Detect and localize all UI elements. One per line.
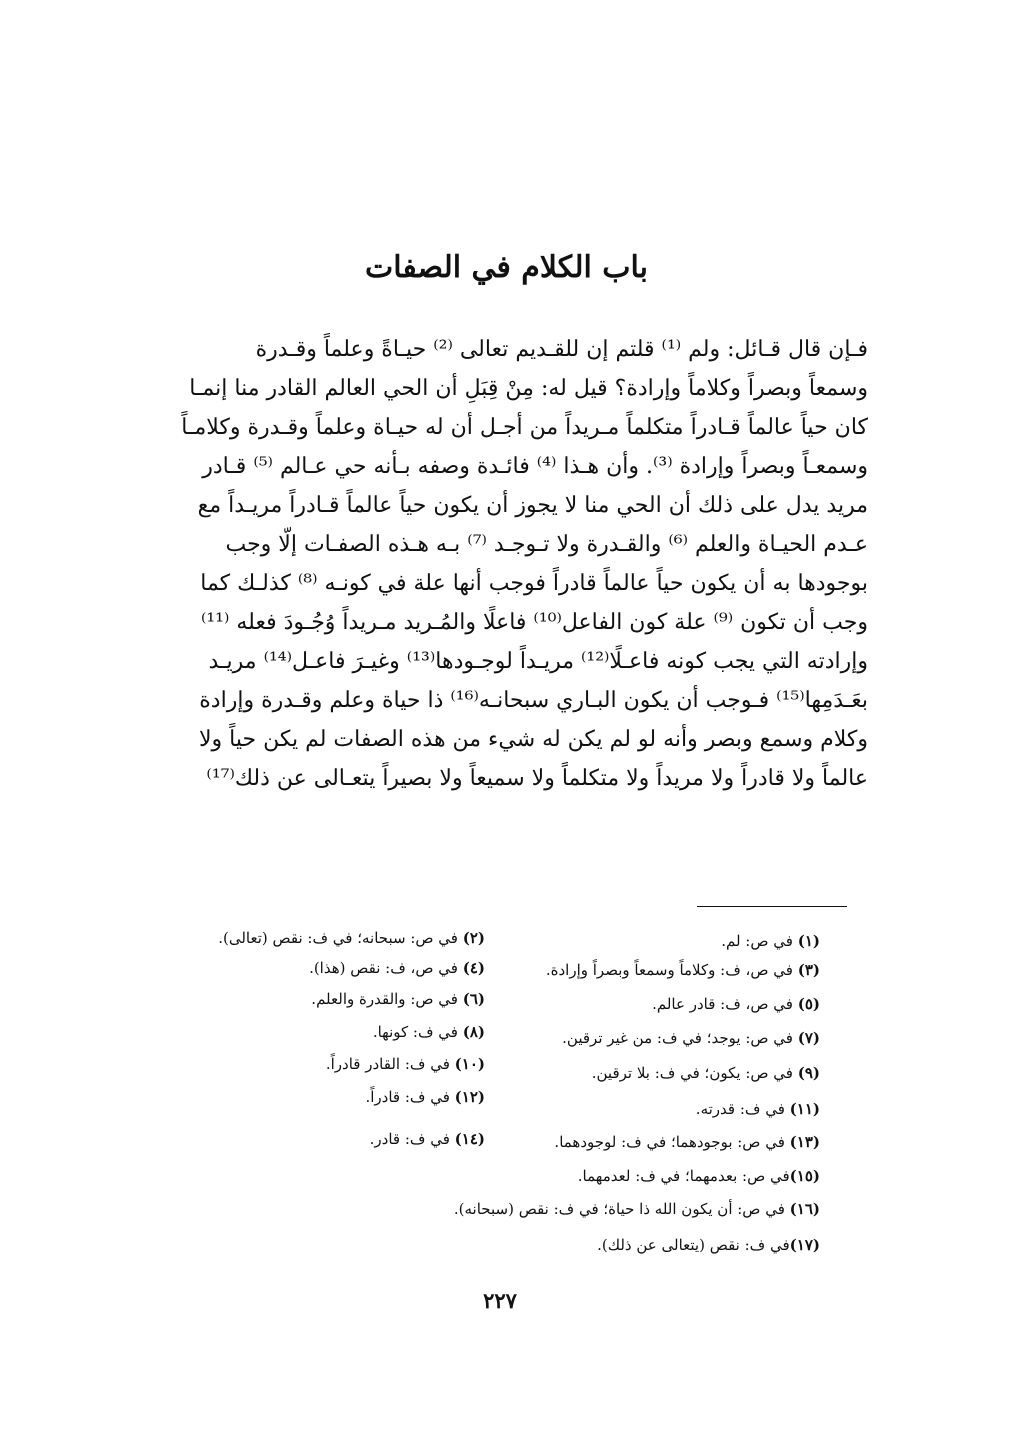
footnote-text: في ف: قادراً.	[365, 1088, 455, 1106]
footnote-number: (٢)	[462, 929, 485, 947]
footnote-text: في ص: لم.	[721, 932, 798, 950]
footnote-number: (١٥)	[789, 1167, 820, 1185]
chapter-title: باب الكلام في الصفات	[365, 250, 648, 285]
footnote	[454, 1198, 820, 1220]
footnote-text: في ص: بعدمهما؛ في ف: لعدمهما.	[577, 1167, 790, 1185]
footnote-number: (١٣)	[789, 1133, 820, 1151]
footnote	[218, 927, 485, 949]
body-line: وكلام وسمع وبصر وأنه لو لم يكن له شيء من هذه الصفات لم يكن حياً ولا	[198, 727, 868, 752]
footnote-text: في ف: قادر.	[369, 1130, 455, 1148]
footnote-text: في ف: نقص (يتعالى عن ذلك).	[597, 1236, 790, 1254]
body-paragraph	[150, 330, 868, 798]
footnote-text: في ص، ف: وكلاماً وسمعاً وبصراً وإرادة.	[545, 961, 798, 979]
footnote-text: في ف: القادر قادراً.	[325, 1055, 455, 1073]
footnote-number: (١٧)	[789, 1236, 820, 1254]
page-number: ٢٢٧	[483, 1288, 517, 1313]
body-line: كان حياً عالماً قـادراً متكلماً مـريداً من أجـل أن له حيـاة وعلماً وقـدرة وكلامـاً	[181, 415, 868, 440]
footnote-text: في ص: أن يكون الله ذا حياة؛ في ف: نقص (سبحانه).	[453, 1200, 790, 1218]
body-line: وسمعـاً وبصراً وإرادة ⁽³⁾. وأن هـذا ⁽⁴⁾ فائـدة وصفه بـأنه حي عـالم ⁽⁵⁾ قـادر	[202, 454, 868, 479]
body-line: عـدم الحيـاة والعلم ⁽⁶⁾ والقـدرة ولا تـوجـد ⁽⁷⁾ بـه هـذه الصفـات إلّا وجب	[225, 532, 868, 557]
footnote-number: (٦)	[462, 990, 485, 1008]
body-line: بوجودها به أن يكون حياً عالماً قادراً فوجب أنها علة في كونـه ⁽⁸⁾ كذلـك كما	[200, 571, 868, 596]
footnote-text: في ص: يوجد؛ في ف: من غير ترقين.	[562, 1029, 798, 1047]
footnote	[652, 993, 820, 1015]
footnote-text: في ص، ف: قادر عالم.	[652, 995, 798, 1013]
footnote-number: (٣)	[797, 961, 820, 979]
footnote-number: (١١)	[789, 1100, 820, 1118]
footnote-number: (٧)	[797, 1029, 820, 1047]
footnote-text: في ص، ف: نقص (هذا).	[309, 959, 463, 977]
body-line: وإرادته التي يجب كونه فاعـلًا⁽¹²⁾ مريـداً لوجـودها⁽¹³⁾ وغيـرَ فاعـل⁽¹⁴⁾ مريـد	[208, 649, 868, 674]
body-line: بعَـدَمِها⁽¹⁵⁾ فـوجب أن يكون البـاري سبحانـه⁽¹⁶⁾ ذا حياة وعلم وقـدرة وإرادة	[199, 688, 868, 713]
footnote	[326, 1053, 485, 1075]
footnote-number: (٩)	[797, 1064, 820, 1082]
body-line: فـإن قال قـائل: ولم ⁽¹⁾ قلتم إن للقـديم تعالى ⁽²⁾ حيـاةً وعلماً وقـدرة	[255, 337, 868, 362]
footnote-number: (٤)	[462, 959, 485, 977]
footnote	[592, 1062, 820, 1084]
body-line: عالماً ولا قادراً ولا مريداً ولا متكلماً ولا سميعاً ولا بصيراً يتعـالى عن ذلك⁽¹⁷⁾	[206, 766, 868, 791]
footnote	[578, 1165, 820, 1187]
footnote-text: في ص: والقدرة والعلم.	[311, 990, 463, 1008]
footnote-number: (٥)	[797, 995, 820, 1013]
footnote	[597, 1234, 820, 1256]
footnote-number: (١٠)	[454, 1055, 485, 1073]
footnote	[554, 1131, 820, 1153]
footnote	[546, 959, 820, 981]
footnote	[696, 1098, 820, 1120]
footnote-number: (١)	[797, 932, 820, 950]
footnote-number: (٨)	[462, 1023, 485, 1041]
footnote	[562, 1027, 820, 1049]
footnote-number: (١٦)	[789, 1200, 820, 1218]
footnote	[309, 957, 485, 979]
footnote-text: في ص: سبحانه؛ في ف: نقص (تعالى).	[218, 929, 463, 947]
footnote	[721, 930, 820, 952]
footnote-text: في ص: بوجودهما؛ في ف: لوجودهما.	[554, 1133, 790, 1151]
body-line: وسمعاً وبصراً وكلاماً وإرادة؟ قيل له: مِنْ قِبَلِ أن الحي العالم القادر منا إنمـا	[189, 376, 868, 401]
footnote-number: (١٤)	[454, 1130, 485, 1148]
footnote	[370, 1128, 485, 1150]
footnote-text: في ف: قدرته.	[695, 1100, 790, 1118]
footnote-number: (١٢)	[454, 1088, 485, 1106]
footnote-text: في ف: كونها.	[372, 1023, 463, 1041]
footnote	[311, 988, 485, 1010]
body-line: مريد يدل على ذلك أن الحي منا لا يجوز أن يكون حياً عالماً قـادراً مريـداً مع	[197, 493, 868, 518]
footnote-text: في ص: يكون؛ في ف: بلا ترقين.	[591, 1064, 798, 1082]
footnote-separator	[697, 906, 847, 907]
body-line: وجب أن تكون ⁽⁹⁾ علة كون الفاعل⁽¹⁰⁾ فاعلًا والمُـريد مـريداً وُجُـودَ فعله ⁽¹¹⁾	[200, 610, 868, 635]
footnote	[373, 1021, 485, 1043]
footnote	[365, 1086, 485, 1108]
